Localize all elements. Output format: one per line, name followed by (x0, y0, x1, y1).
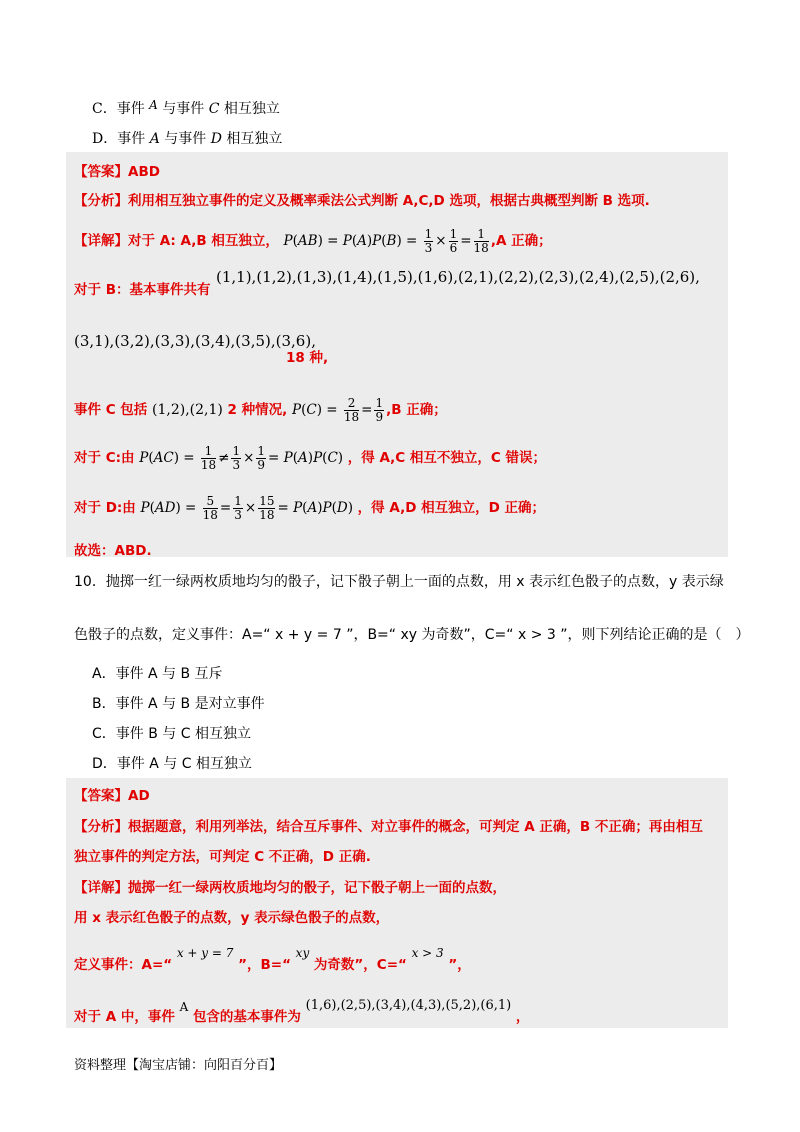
q9-detail-a-math: P(AB) = P(A)P(B) = $\frac{1}{3}$ × $\frac{1}{6}$ = $\frac{1}{18}$ (283, 227, 489, 255)
q10-detail-line3-c: 为奇数”，C=“ (313, 957, 407, 973)
q9-detail-ac-tail: ，得 A,C 相互不独立，C 错误； (347, 450, 547, 466)
q9-detail-b-label: 对于 B：基本事件共有 (74, 282, 211, 298)
q10-detail-line2: 用 x 表示红色骰子的点数，y 表示绿色骰子的点数， (74, 910, 390, 926)
q10-detail-line4-a: 对于 A 中，事件 (74, 1009, 175, 1025)
q9-detail-ad-math: P(AD) = $\frac{5}{18}$ = $\frac{1}{3}$ × $\frac{15}{18}$ = P(A)P(D) (140, 494, 353, 522)
q9-conclusion: 故选：ABD. (74, 543, 152, 559)
q9-detail-b-set2: (3,1),(3,2),(3,3),(3,4),(3,5),(3,6), (74, 332, 316, 350)
q10-detail-line4-sup: A (179, 1000, 189, 1014)
q9-detail-ac-label: 对于 C:由 (74, 450, 135, 466)
q9-detail-c (74, 397, 447, 424)
q10-detail-line3-d: ”， (448, 957, 471, 973)
option-d-prev: D．事件 A 与事件 D 相互独立 (92, 131, 283, 147)
page-footer: 资料整理【淘宝店铺：向阳百分百】 (74, 1058, 283, 1073)
q10-option-b: B．事件 A 与 B 是对立事件 (92, 696, 265, 712)
q9-detail-ad-label: 对于 D:由 (74, 500, 136, 516)
q10-detail-line1: 【详解】抛掷一红一绿两枚质地均匀的骰子，记下骰子朝上一面的点数， (74, 880, 506, 896)
q10-detail-line4-tail: ， (515, 1009, 530, 1025)
q9-detail-a (74, 228, 552, 255)
q9-detail-ac (74, 445, 546, 472)
option-c-prev: C．事件 A 与事件 C 相互独立 (92, 98, 280, 117)
q10-detail-line3 (74, 946, 471, 973)
q10-stem-line1: 10．抛掷一红一绿两枚质地均匀的骰子，记下骰子朝上一面的点数，用 x 表示红色骰子的点数，y 表示绿 (74, 574, 724, 590)
q9-detail-c-math: P(C) = $\frac{2}{18}$ = $\frac{1}{9}$ (291, 396, 384, 424)
q9-analysis: 【分析】利用相互独立事件的定义及概率乘法公式判断 A,C,D 选项，根据古典概型判断 B 选项. (74, 193, 650, 209)
q9-answer: 【答案】ABD (74, 164, 160, 180)
q9-detail-b-tail: 18 种, (286, 350, 329, 366)
q9-detail-a-label: 【详解】对于 A: A,B 相互独立， (74, 233, 279, 249)
q10-detail-line4 (74, 998, 529, 1025)
q10-analysis-line1: 【分析】根据题意，利用列举法，结合互斥事件、对立事件的概念，可判定 A 正确，B 不正确；再由相互 (74, 819, 703, 835)
q10-option-c: C．事件 B 与 C 相互独立 (92, 726, 251, 742)
q9-detail-ad (74, 495, 545, 522)
q9-detail-c-tail: ,B 正确； (386, 402, 447, 418)
q10-answer: 【答案】AD (74, 788, 150, 804)
q10-stem-line2: 色骰子的点数，定义事件：A=“ x + y = 7 ”，B=“ xy 为奇数”，C=“ x > 3 ”，则下列结论正确的是（ ） (74, 627, 750, 643)
q9-detail-a-tail: ,A 正确； (490, 233, 552, 249)
q10-detail-line3-m3: x > 3 (411, 946, 444, 960)
q10-detail-line4-b: 包含的基本事件为 (192, 1009, 301, 1025)
q9-detail-b-set1: (1,1),(1,2),(1,3),(1,4),(1,5),(1,6),(2,1),(2,2),(2,3),(2,4),(2,5),(2,6), (216, 268, 700, 286)
q10-detail-line3-m1: x + y = 7 (176, 946, 234, 960)
q10-option-d: D．事件 A 与 C 相互独立 (92, 756, 252, 772)
q10-detail-line3-b: ”，B=“ (238, 957, 291, 973)
q10-detail-line3-a: 定义事件：A=“ (74, 957, 173, 973)
q9-detail-c-mid: 2 种情况, (227, 402, 288, 418)
q9-detail-ad-tail: ，得 A,D 相互独立，D 正确； (357, 500, 546, 516)
q9-detail-c-set: (1,2),(2,1) (152, 402, 223, 418)
q10-detail-line3-m2: xy (295, 946, 310, 960)
q9-detail-ac-math: P(AC) = $\frac{1}{18}$ ≠ $\frac{1}{3}$ × $\frac{1}{9}$ = P(A)P(C) (139, 444, 344, 472)
q10-analysis-line2: 独立事件的判定方法，可判定 C 不正确，D 正确. (74, 849, 371, 865)
q10-detail-line4-set: (1,6),(2,5),(3,4),(4,3),(5,2),(6,1) (305, 998, 512, 1013)
q9-detail-c-label: 事件 C 包括 (74, 402, 148, 418)
q10-option-a: A．事件 A 与 B 互斥 (92, 666, 223, 682)
